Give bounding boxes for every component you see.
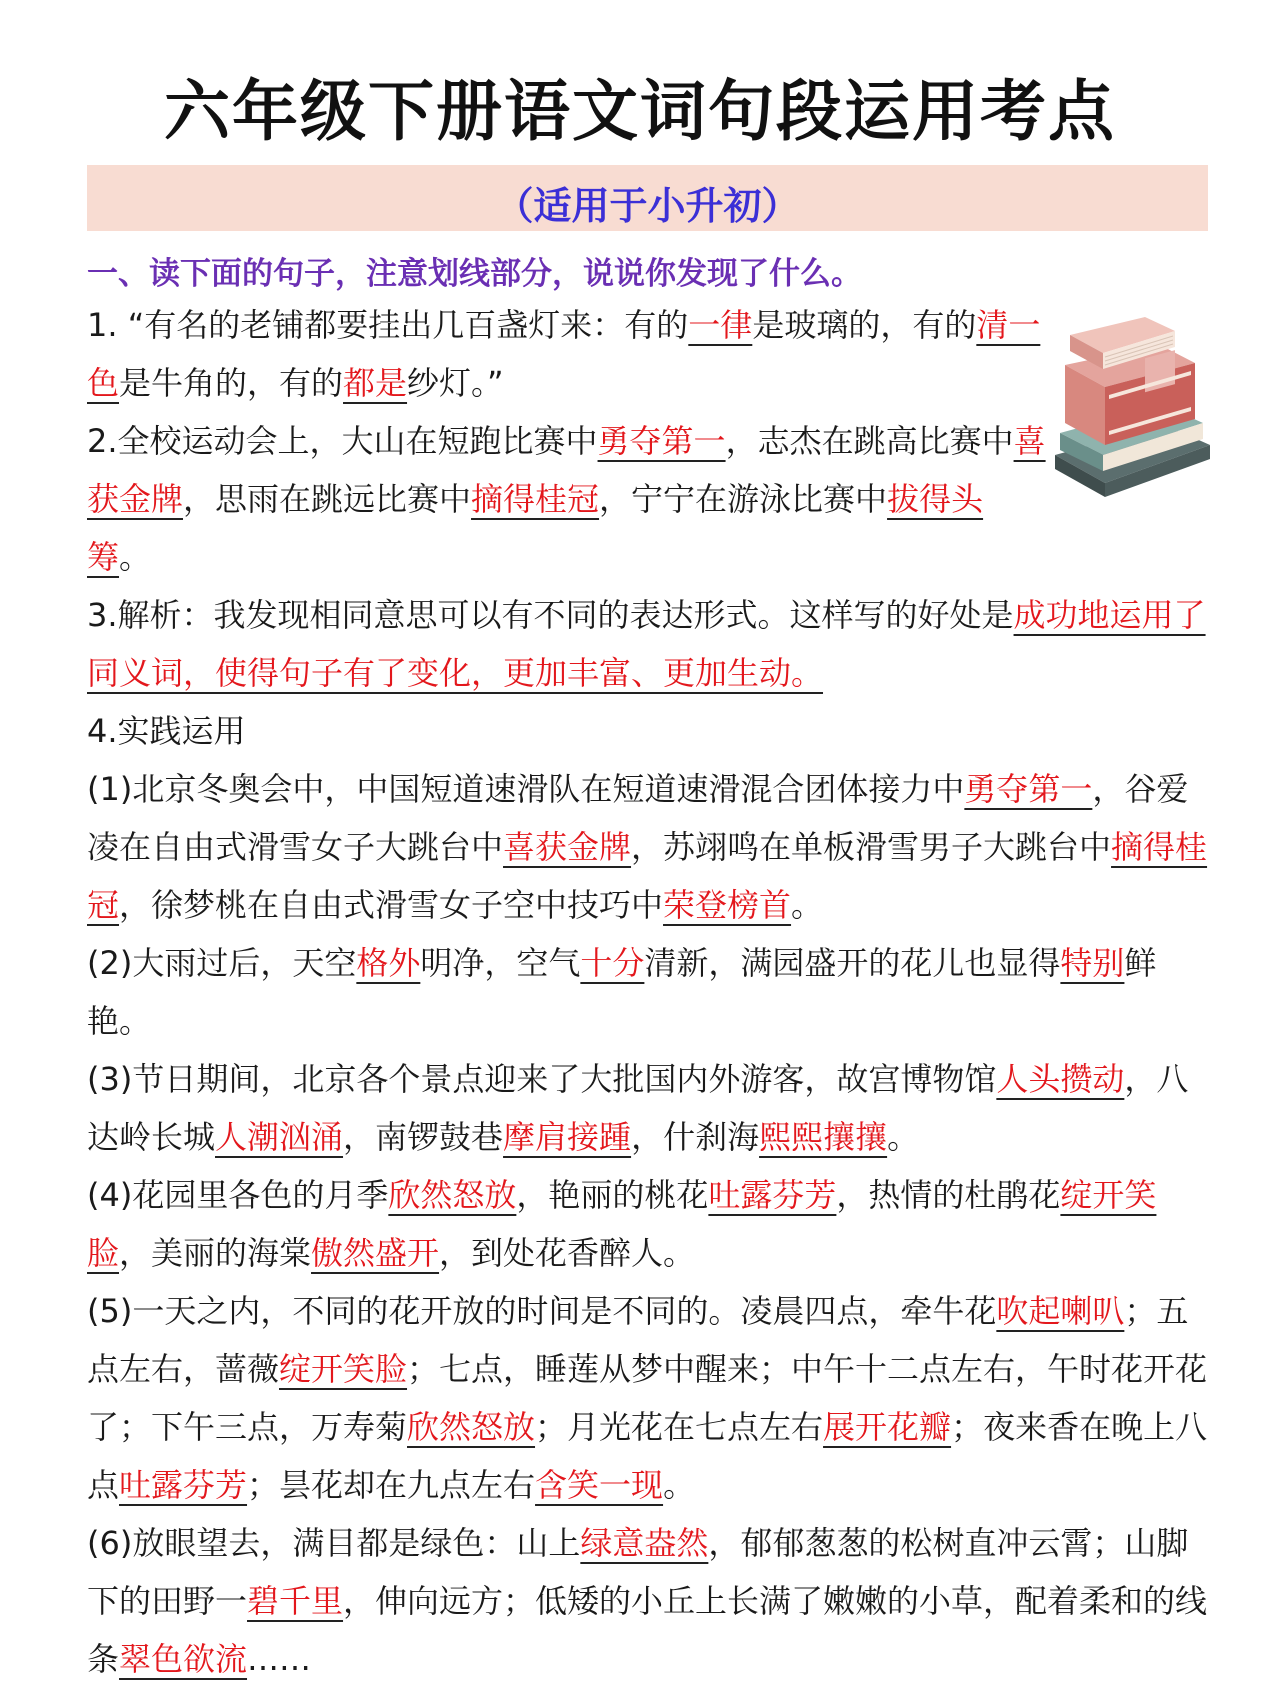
answer-word: 特别 — [1060, 944, 1125, 982]
text-segment: 鲜艳。 — [87, 944, 1157, 1040]
item-4-heading: 4.实践运用 — [87, 712, 246, 750]
text-segment: ，艳丽的桃花 — [516, 1176, 709, 1214]
answer-word: 喜获金牌 — [87, 422, 1046, 518]
answer-word: 摘得桂冠 — [471, 480, 600, 518]
text-segment: ，思雨在跳远比赛中 — [183, 480, 472, 518]
practice-2 — [87, 934, 1209, 1050]
text-segment: ，伸向远方；低矮的小丘上长满了嫩嫩的小草，配着柔和的线条 — [87, 1582, 1208, 1678]
practice-1 — [87, 760, 1209, 934]
answer-word: 勇夺第一 — [964, 770, 1093, 808]
text-segment: 纱灯。” — [407, 364, 504, 402]
text-segment: ，郁郁葱葱的松树直冲云霄；山脚下的田野一 — [87, 1524, 1189, 1620]
text-segment: ，宁宁在游泳比赛中 — [599, 480, 888, 518]
text-segment: ，八达岭长城 — [87, 1060, 1189, 1156]
text-segment: ；五点左右，蔷薇 — [87, 1292, 1189, 1388]
text-segment: (3)节日期间，北京各个景点迎来了大批国内外游客，故宫博物馆 — [87, 1060, 997, 1098]
text-segment: 明净，空气 — [420, 944, 581, 982]
answer-sentence: 成功地运用了同义词，使得句子有了变化，更加丰富、更加生动。 — [87, 596, 1206, 692]
answer-word: 摘得桂冠 — [87, 828, 1208, 924]
text-segment: 是玻璃的，有的 — [752, 306, 977, 344]
answer-word: 欣然怒放 — [388, 1176, 517, 1214]
answer-word: 绽开笑脸 — [279, 1350, 408, 1388]
practice-4 — [87, 1166, 1209, 1282]
item-2 — [87, 412, 1047, 586]
answer-word: 摩肩接踵 — [503, 1118, 632, 1156]
answer-word: 十分 — [580, 944, 645, 982]
text-segment: ，热情的杜鹃花 — [836, 1176, 1061, 1214]
answer-word: 勇夺第一 — [597, 422, 726, 460]
answer-word: 展开花瓣 — [823, 1408, 952, 1446]
answer-word: 傲然盛开 — [311, 1234, 440, 1272]
subtitle-banner — [87, 165, 1208, 231]
answer-word: 吐露芬芳 — [708, 1176, 837, 1214]
answer-word: 含笑一现 — [535, 1466, 664, 1504]
answer-word: 荣登榜首 — [663, 886, 792, 924]
item-3 — [87, 586, 1209, 702]
text-segment: …… — [247, 1640, 312, 1678]
text-segment: ，到处花香醉人。 — [439, 1234, 696, 1272]
text-segment: (2)大雨过后，天空 — [87, 944, 357, 982]
section-heading: 一、读下面的句子，注意划线部分，说说你发现了什么。 — [87, 256, 862, 292]
practice-6 — [87, 1514, 1209, 1688]
answer-word: 碧千里 — [247, 1582, 344, 1620]
text-segment: (4)花园里各色的月季 — [87, 1176, 389, 1214]
answer-word: 翠色欲流 — [119, 1640, 248, 1678]
content — [87, 296, 1209, 1688]
text-segment: (1)北京冬奥会中，中国短道速滑队在短道速滑混合团体接力中 — [87, 770, 965, 808]
text-segment: 。 — [663, 1466, 696, 1504]
subtitle: （适用于小升初） — [495, 184, 800, 228]
answer-word: 欣然怒放 — [407, 1408, 536, 1446]
practice-3 — [87, 1050, 1209, 1166]
answer-word: 人头攒动 — [996, 1060, 1125, 1098]
text-segment: ，徐梦桃在自由式滑雪女子空中技巧中 — [119, 886, 664, 924]
text-segment: 清新，满园盛开的花儿也显得 — [644, 944, 1061, 982]
practice-5 — [87, 1282, 1209, 1514]
answer-word: 一律 — [688, 306, 753, 344]
text-segment: ，志杰在跳高比赛中 — [725, 422, 1014, 460]
answer-word: 都是 — [343, 364, 408, 402]
text-segment: 2.全校运动会上，大山在短跑比赛中 — [87, 422, 598, 460]
text-segment: ，南锣鼓巷 — [343, 1118, 504, 1156]
answer-word: 喜获金牌 — [503, 828, 632, 866]
page-title: 六年级下册语文词句段运用考点 — [164, 73, 1116, 150]
answer-word: 熙熙攘攘 — [759, 1118, 888, 1156]
text-segment: ；月光花在七点左右 — [535, 1408, 824, 1446]
answer-word: 清一色 — [87, 306, 1041, 402]
text-segment: ，谷爱凌在自由式滑雪女子大跳台中 — [87, 770, 1189, 866]
answer-word: 人潮汹涌 — [215, 1118, 344, 1156]
text-segment: ，苏翊鸣在单板滑雪男子大跳台中 — [631, 828, 1112, 866]
text-segment: (5)一天之内，不同的花开放的时间是不同的。凌晨四点，牵牛花 — [87, 1292, 997, 1330]
text-segment: 是牛角的，有的 — [119, 364, 344, 402]
text-segment: ；夜来香在晚上八点 — [87, 1408, 1208, 1504]
text-segment: 。 — [791, 886, 824, 924]
text-segment: (6)放眼望去，满目都是绿色：山上 — [87, 1524, 581, 1562]
answer-word: 格外 — [356, 944, 421, 982]
text-segment: ，美丽的海棠 — [119, 1234, 312, 1272]
text-segment: 。 — [119, 538, 152, 576]
text-segment: 3.解析：我发现相同意思可以有不同的表达形式。这样写的好处是 — [87, 596, 1014, 634]
answer-word: 绽开笑脸 — [87, 1176, 1157, 1272]
answer-word: 拔得头筹 — [87, 480, 984, 576]
text-segment: 1. “有名的老铺都要挂出几百盏灯来：有的 — [87, 306, 689, 344]
item-1 — [87, 296, 1047, 412]
text-segment: ，什刹海 — [631, 1118, 760, 1156]
text-segment: ；七点，睡莲从梦中醒来；中午十二点左右，午时花开花了；下午三点，万寿菊 — [87, 1350, 1208, 1446]
answer-word: 绿意盎然 — [580, 1524, 709, 1562]
answer-word: 吹起喇叭 — [996, 1292, 1125, 1330]
text-segment: 。 — [887, 1118, 920, 1156]
answer-word: 吐露芬芳 — [119, 1466, 248, 1504]
text-segment: ；昙花却在九点左右 — [247, 1466, 536, 1504]
